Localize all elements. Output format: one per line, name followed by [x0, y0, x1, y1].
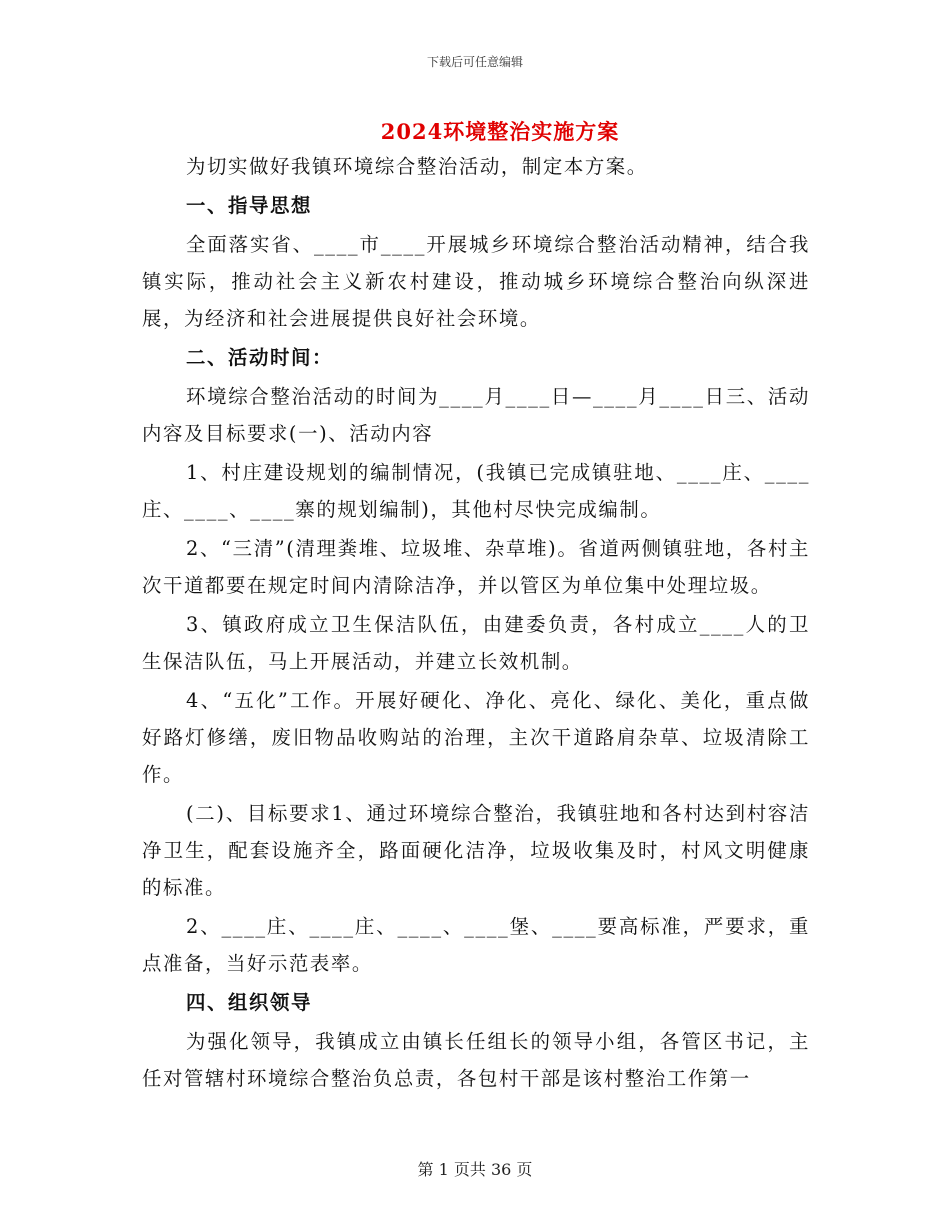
section-heading-organization: 四、组织领导 [186, 991, 312, 1014]
list-item: 4、“五化”工作。开展好硬化、净化、亮化、绿化、美化，重点做好路灯修缮，废旧物品收购站的治理，主次干道路肩杂草、垃圾清除工作。 [142, 689, 810, 786]
list-item: 3、镇政府成立卫生保洁队伍，由建委负责，各村成立____人的卫生保洁队伍，马上开展活动，并建立长效机制。 [142, 613, 810, 673]
body-paragraph: 环境综合整治活动的时间为____月____日—____月____日三、活动内容及目标要求(一)、活动内容 [142, 385, 810, 445]
list-item: 2、“三清”(清理粪堆、垃圾堆、杂草堆)。省道两侧镇驻地，各村主次干道都要在规定时间内清除洁净，并以管区为单位集中处理垃圾。 [142, 537, 810, 597]
section-heading-activity-time: 二、活动时间： [186, 346, 333, 369]
section-heading-guiding-ideology: 一、指导思想 [186, 194, 312, 217]
page-footer: 第 1 页共 36 页 [417, 1160, 533, 1179]
header-note: 下载后可任意编辑 [426, 55, 523, 69]
list-item: 1、村庄建设规划的编制情况，(我镇已完成镇驻地、____庄、____庄、____、____寨的规划编制)，其他村尽快完成编制。 [142, 461, 810, 521]
body-paragraph: 全面落实省、____市____开展城乡环境综合整治活动精神，结合我镇实际，推动社会主义新农村建设，推动城乡环境综合整治向纵深进展，为经济和社会进展提供良好社会环境。 [142, 233, 810, 330]
body-paragraph: 为强化领导，我镇成立由镇长任组长的领导小组，各管区书记，主任对管辖村环境综合整治负总责，各包村干部是该村整治工作第一 [142, 1030, 810, 1090]
list-item: 2、____庄、____庄、____、____堡、____要高标准，严要求，重点准备，当好示范表率。 [142, 915, 810, 975]
document-body [142, 148, 810, 1097]
body-paragraph: (二)、目标要求1、通过环境综合整治，我镇驻地和各村达到村容洁净卫生，配套设施齐全，路面硬化洁净，垃圾收集及时，村风文明健康的标准。 [142, 802, 810, 899]
document-title: 2024环境整治实施方案 [380, 119, 620, 144]
intro-paragraph: 为切实做好我镇环境综合整治活动，制定本方案。 [186, 155, 648, 178]
